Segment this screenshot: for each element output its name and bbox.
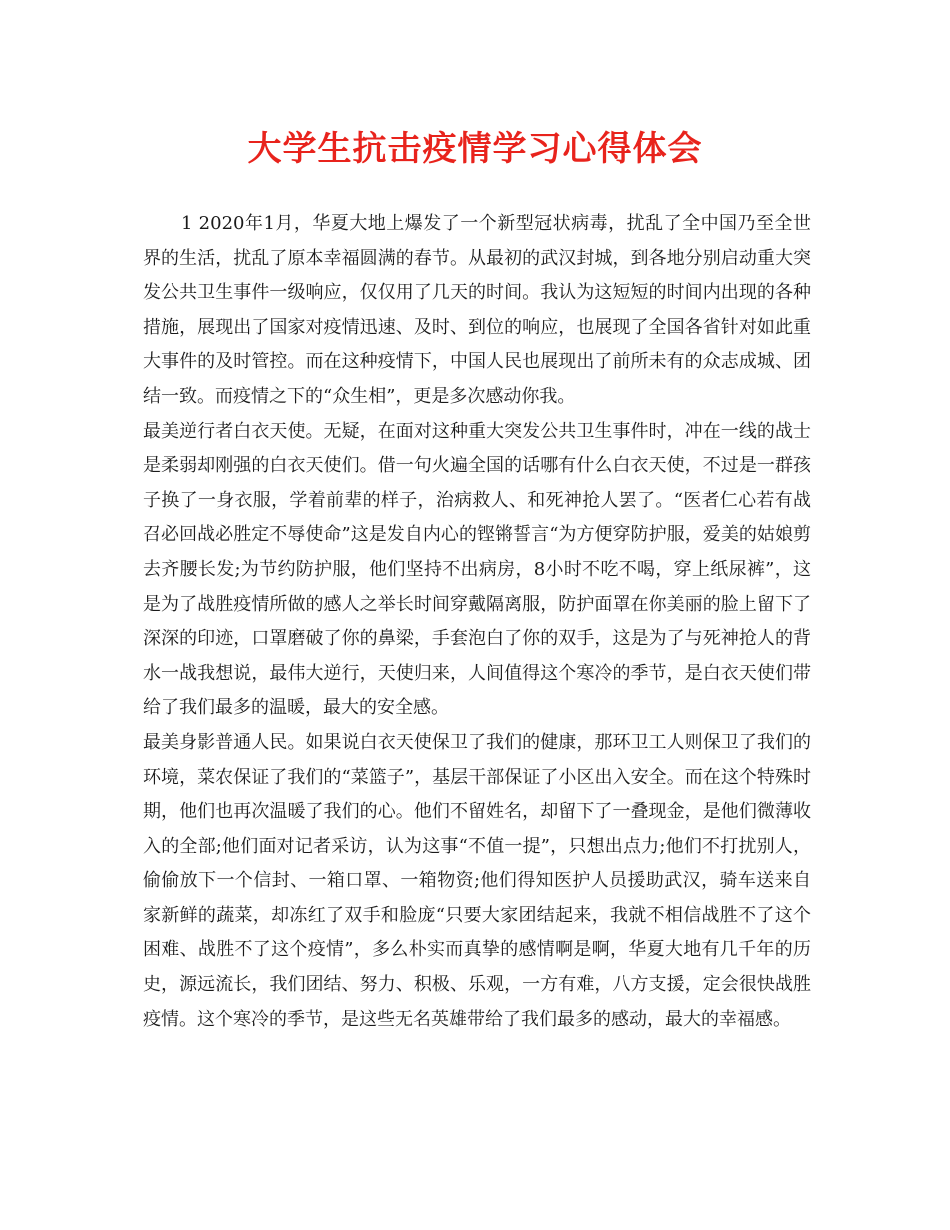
document-body [143,207,811,1037]
document-title: 大学生抗击疫情学习心得体会 [247,129,703,169]
paragraph-medical-workers: 最美逆行者白衣天使。无疑，在面对这种重大突发公共卫生事件时，冲在一线的战士是柔弱却刚强的白衣天使们。借一句火遍全国的话哪有什么白衣天使，不过是一群孩子换了一身衣服，学着前辈的样子，治病救人、和死神抢人罢了。“医者仁心若有战召必回战必胜定不辱使命”这是发自内心的铿锵誓言“为方便穿防护服，爱美的姑娘剪去齐腰长发;为节约防护服，他们坚持不出病房，8小时不吃不喝，穿上纸尿裤”，这是为了战胜疫情所做的感人之举长时间穿戴隔离服，防护面罩在你美丽的脸上留下了深深的印迹，口罩磨破了你的鼻梁，手套泡白了你的双手，这是为了与死神抢人的背水一战我想说，最伟大逆行，天使归来，人间值得这个寒冷的季节，是白衣天使们带给了我们最多的温暖，最大的安全感。 [143,420,811,719]
paragraph-ordinary-people: 最美身影普通人民。如果说白衣天使保卫了我们的健康，那环卫工人则保卫了我们的环境，菜农保证了我们的“菜篮子”，基层干部保证了小区出入安全。而在这个特殊时期，他们也再次温暖了我们的心。他们不留姓名，却留下了一叠现金，是他们微薄收入的全部;他们面对记者采访，认为这事“不值一提”，只想出点力;他们不打扰别人，偷偷放下一个信封、一箱口罩、一箱物资;他们得知医护人员援助武汉，骑车送来自家新鲜的蔬菜，却冻红了双手和脸庞“只要大家团结起来，我就不相信战胜不了这个困难、战胜不了这个疫情”，多么朴实而真挚的感情啊是啊，华夏大地有几千年的历史，源远流长，我们团结、努力、积极、乐观，一方有难，八方支援，定会很快战胜疫情。这个寒冷的季节，是这些无名英雄带给了我们最多的感动，最大的幸福感。 [143,731,811,1030]
paragraph-intro: 1 2020年1月，华夏大地上爆发了一个新型冠状病毒，扰乱了全中国乃至全世界的生活，扰乱了原本幸福圆满的春节。从最初的武汉封城，到各地分别启动重大突发公共卫生事件一级响应，仅仅用了几天的时间。我认为这短短的时间内出现的各种措施，展现出了国家对疫情迅速、及时、到位的响应，也展现了全国各省针对如此重大事件的及时管控。而在这种疫情下，中国人民也展现出了前所未有的众志成城、团结一致。而疫情之下的“众生相”，更是多次感动你我。 [143,213,811,407]
